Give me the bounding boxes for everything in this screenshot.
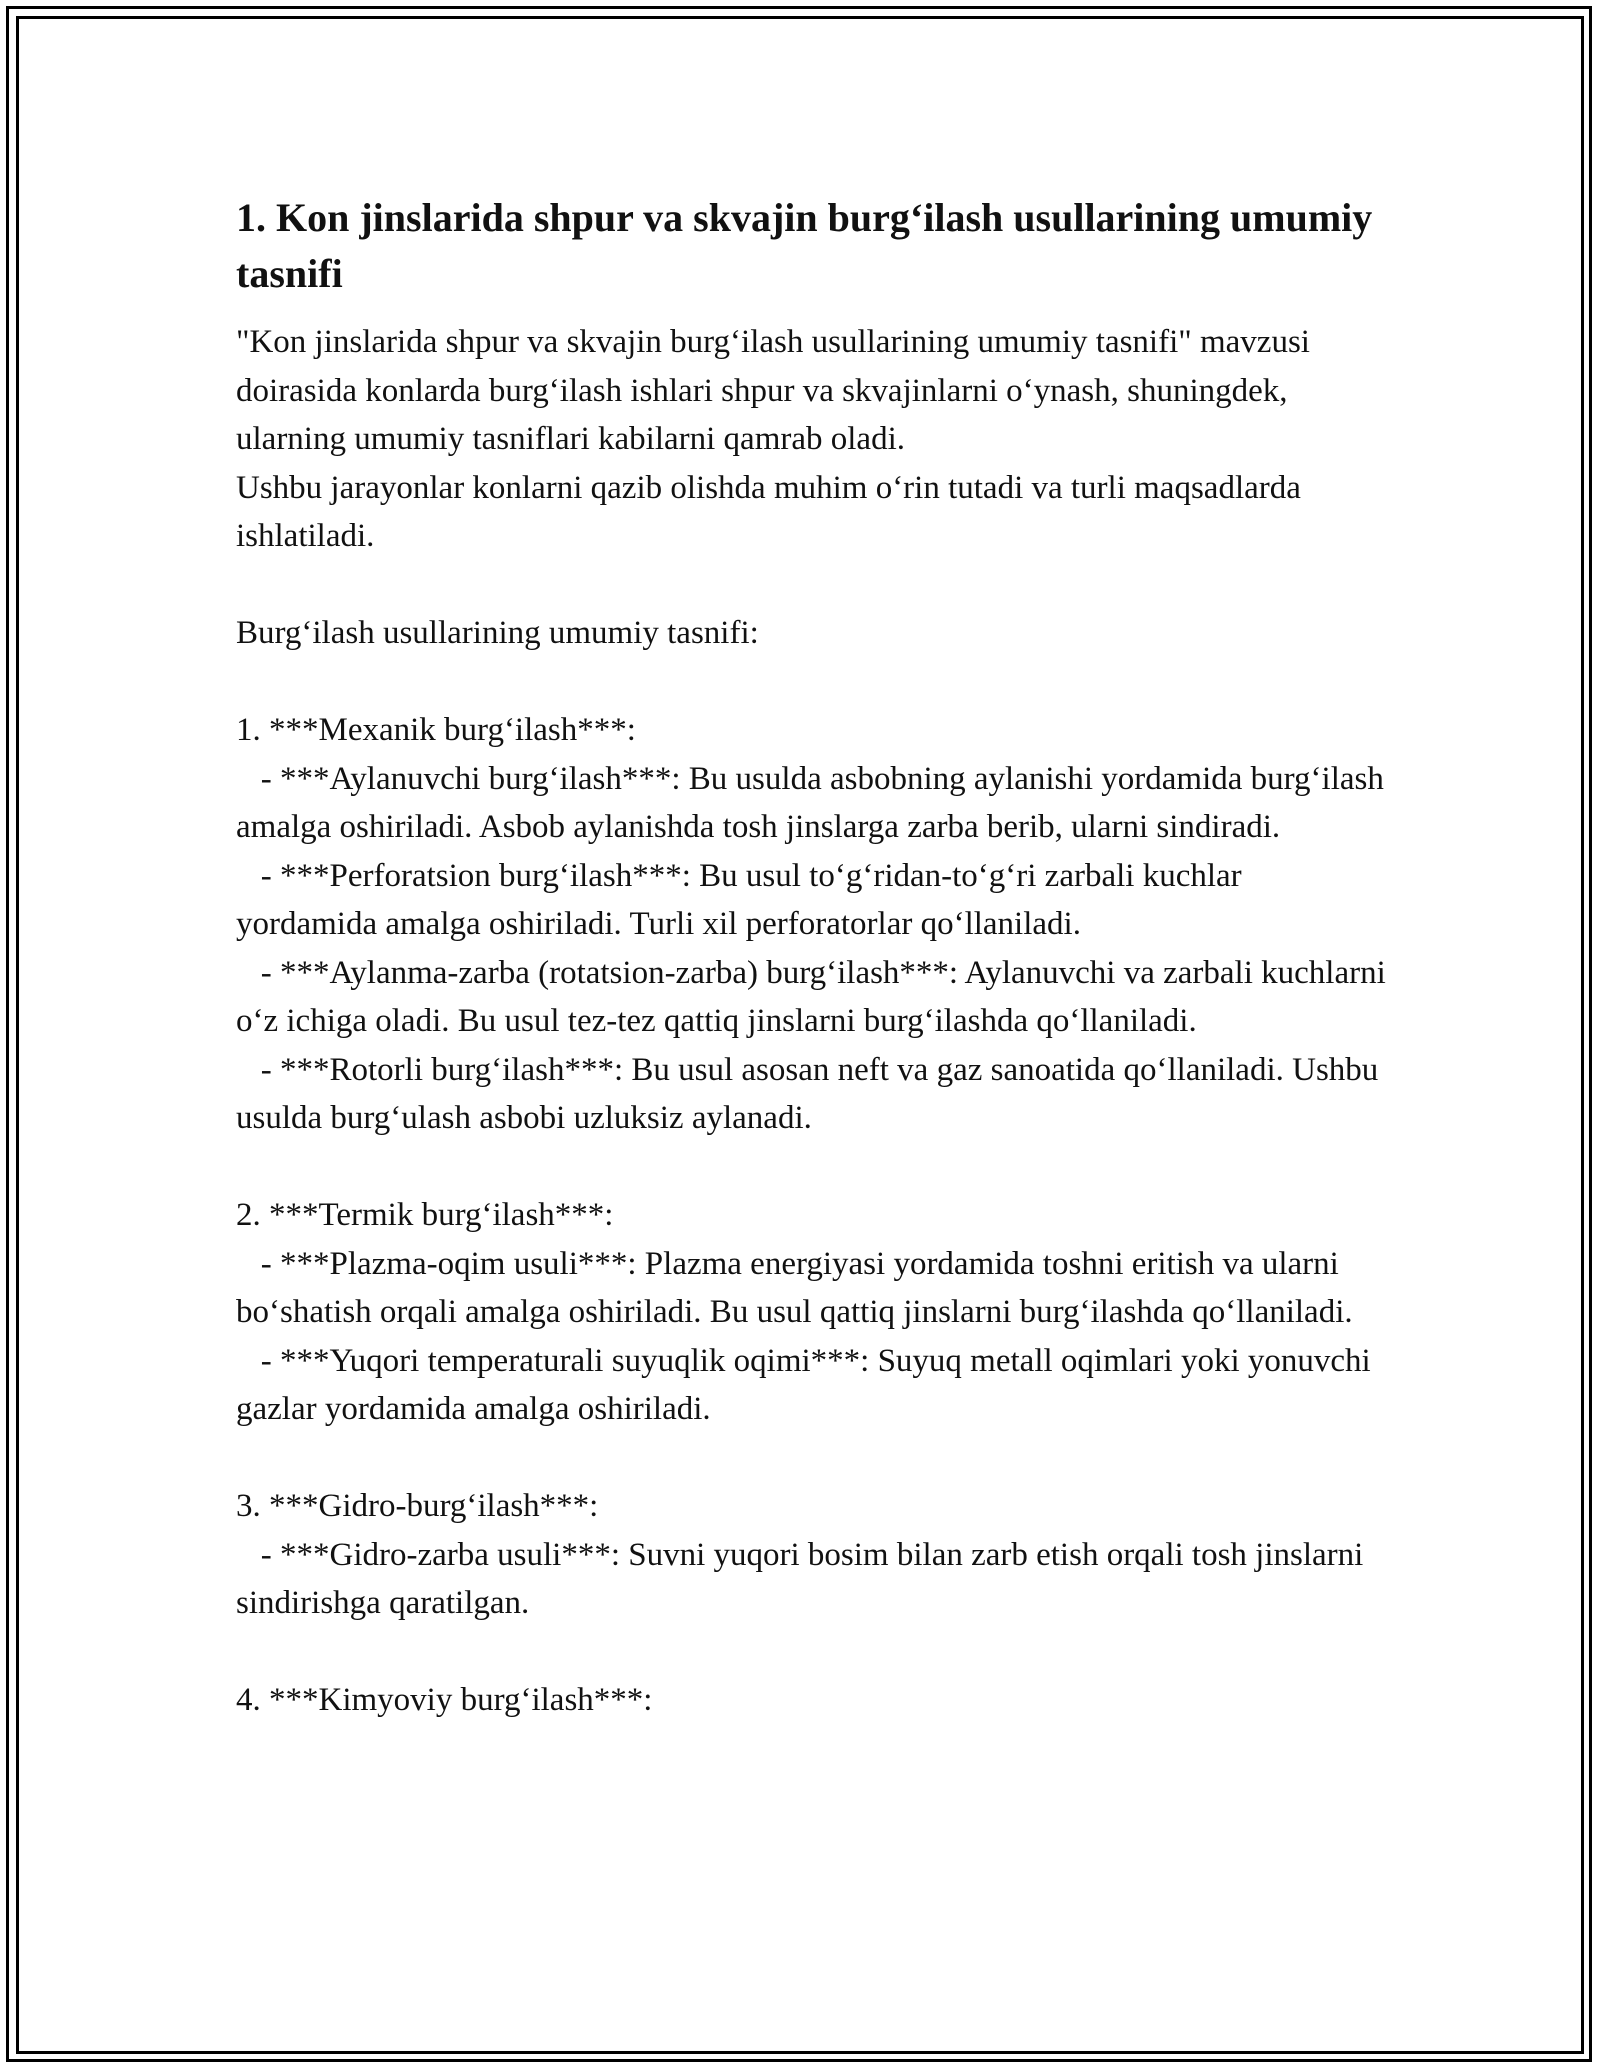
intro-paragraph: "Kon jinslarida shpur va skvajin burg‘ilash usullarining umumiy tasnifi" mavzusi doirasida konlarda burg‘ilash ishlari shpur va skvajinlarni o‘ynash, shuningdek, ularning umumiy tasniflari kabilarni qamrab oladi. — [236, 324, 1310, 457]
section-title: 4. ***Kimyoviy burg‘ilash***: — [236, 1682, 653, 1718]
section-item: - ***Plazma-oqim usuli***: Plazma energiyasi yordamida toshni eritish va ularni bo‘shatish orqali amalga oshiriladi. Bu usul qattiq jinslarni burg‘ilashda qo‘llaniladi. — [236, 1245, 1353, 1330]
document-body — [236, 180, 1386, 1725]
intro-paragraph-2: Ushbu jarayonlar konlarni qazib olishda muhim o‘rin tutadi va turli maqsadlarda ishlatiladi. — [236, 469, 1301, 554]
classification-heading: Burg‘ilash usullarining umumiy tasnifi: — [236, 615, 759, 651]
section-item: - ***Rotorli burg‘ilash***: Bu usul asosan neft va gaz sanoatida qo‘llaniladi. Ushbu usulda burg‘ulash asbobi uzluksiz aylanadi. — [236, 1051, 1379, 1136]
section-title: 2. ***Termik burg‘ilash***: — [236, 1197, 614, 1233]
section-item: - ***Yuqori temperaturali suyuqlik oqimi***: Suyuq metall oqimlari yoki yonuvchi gazlar yordamida amalga oshiriladi. — [236, 1342, 1371, 1427]
section-title: 3. ***Gidro-burg‘ilash***: — [236, 1488, 599, 1524]
document-title: 1. Kon jinslarida shpur va skvajin burg‘ilash usullarining umumiy tasnifi — [236, 195, 1373, 296]
section-item: - ***Aylanuvchi burg‘ilash***: Bu usulda asbobning aylanishi yordamida burg‘ilash amalga oshiriladi. Asbob aylanishda tosh jinslarga zarba berib, ularni sindiradi. — [236, 760, 1384, 845]
section-item: - ***Gidro-zarba usuli***: Suvni yuqori bosim bilan zarb etish orqali tosh jinslarni sindirishga qaratilgan. — [236, 1536, 1364, 1621]
section-title: 1. ***Mexanik burg‘ilash***: — [236, 712, 636, 748]
section-item: - ***Aylanma-zarba (rotatsion-zarba) burg‘ilash***: Aylanuvchi va zarbali kuchlarni o‘z ichiga oladi. Bu usul tez-tez qattiq jinslarni burg‘ilashda qo‘llaniladi. — [236, 954, 1386, 1039]
section-item: - ***Perforatsion burg‘ilash***: Bu usul to‘g‘ridan-to‘g‘ri zarbali kuchlar yordamida amalga oshiriladi. Turli xil perforatorlar qo‘llaniladi. — [236, 857, 1242, 942]
